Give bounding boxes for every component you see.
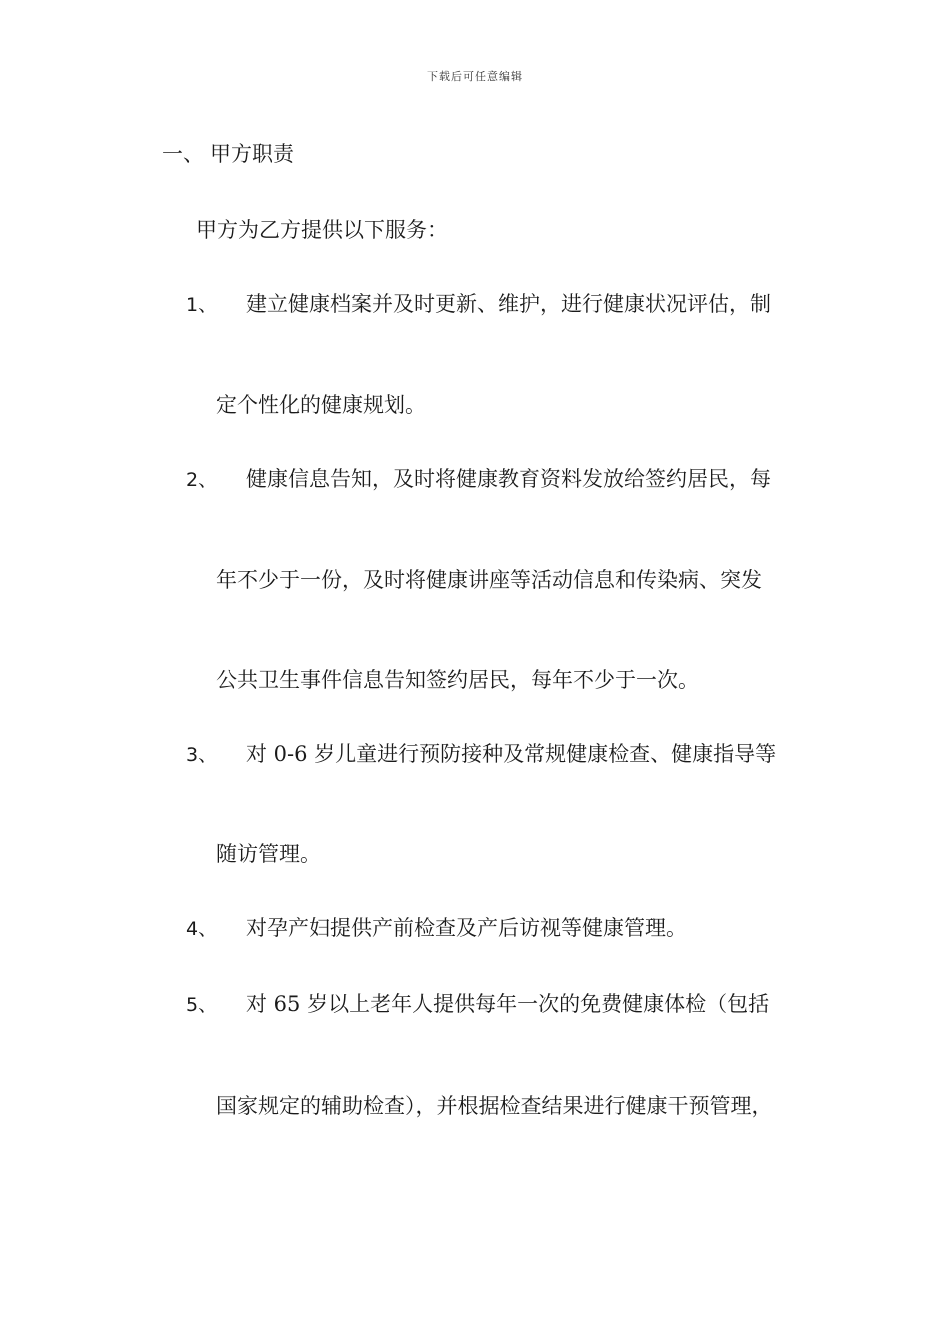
item-line: 随访管理。 <box>216 842 321 866</box>
item-number: 4、 <box>186 918 218 940</box>
item-line: 定个性化的健康规划。 <box>216 393 426 417</box>
item-line: 对孕产妇提供产前检查及产后访视等健康管理。 <box>246 916 687 940</box>
header-note: 下载后可任意编辑 <box>427 70 523 83</box>
item-line: 国家规定的辅助检查），并根据检查结果进行健康干预管理， <box>216 1094 773 1118</box>
item-line: 年不少于一份，及时将健康讲座等活动信息和传染病、突发 <box>216 568 762 592</box>
section-number: 一、 <box>162 142 204 166</box>
item-line: 公共卫生事件信息告知签约居民，每年不少于一次。 <box>216 668 699 692</box>
item-line: 对 65 岁以上老年人提供每年一次的免费健康体检（包括 <box>246 992 770 1016</box>
item-number: 2、 <box>186 469 218 491</box>
item-line: 建立健康档案并及时更新、维护，进行健康状况评估，制 <box>246 292 771 316</box>
item-number: 5、 <box>186 994 218 1016</box>
section-title: 甲方职责 <box>210 142 294 166</box>
intro-text: 甲方为乙方提供以下服务： <box>196 218 448 242</box>
item-number: 1、 <box>186 294 218 316</box>
section-heading <box>162 138 294 168</box>
item-line: 健康信息告知，及时将健康教育资料发放给签约居民，每 <box>246 467 771 491</box>
item-line: 对 0-6 岁儿童进行预防接种及常规健康检查、健康指导等 <box>246 742 777 766</box>
item-number: 3、 <box>186 744 218 766</box>
